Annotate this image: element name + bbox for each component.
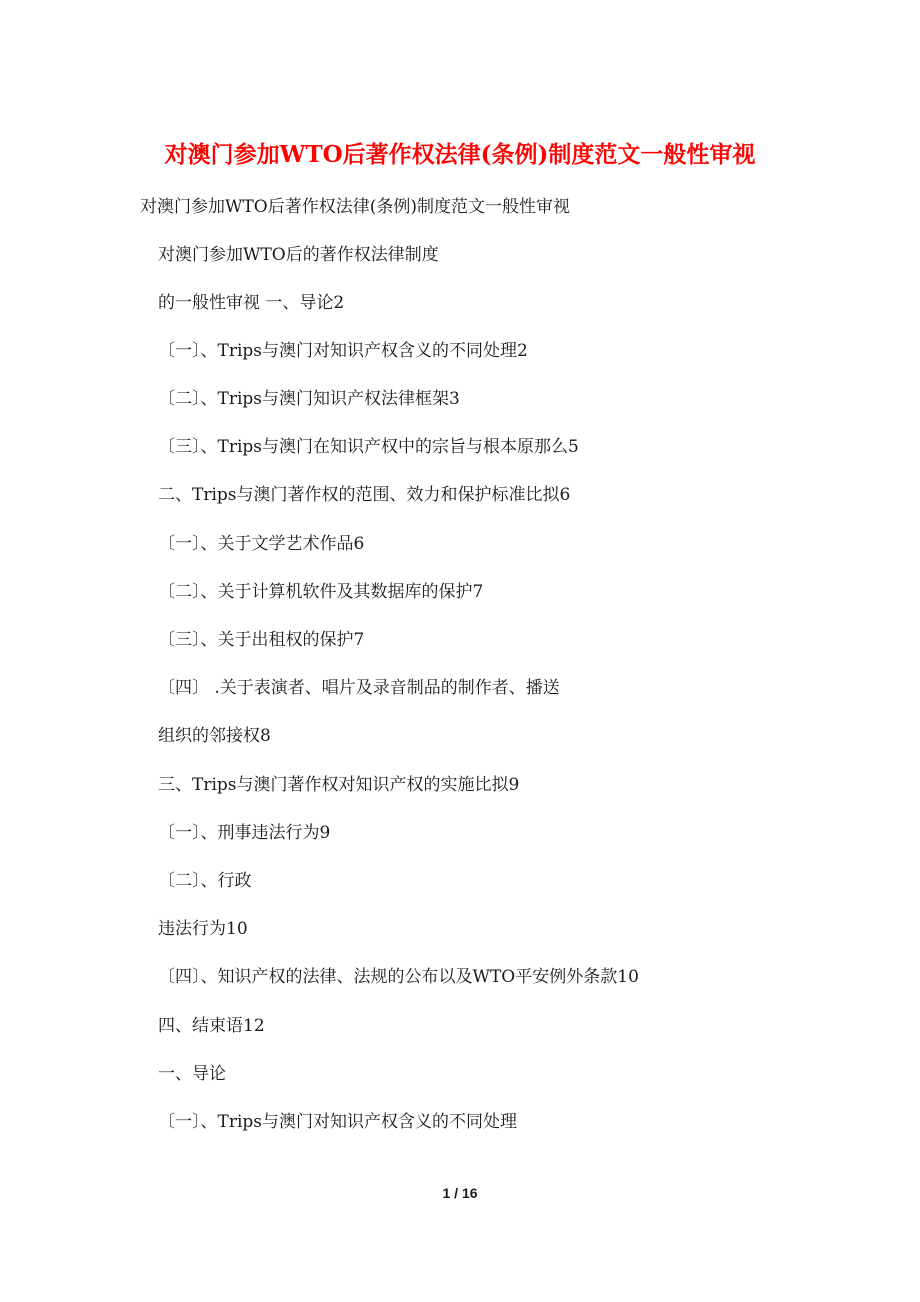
toc-section: 四、结束语12 [158, 1016, 265, 1036]
toc-item: 〔一〕、关于文学艺术作品6 [158, 534, 365, 554]
toc-item: 〔二〕、Trips与澳门知识产权法律框架3 [158, 389, 460, 409]
section-heading: 一、导论 [158, 1064, 226, 1084]
body-line: 的一般性审视 一、导论2 [158, 293, 345, 313]
toc-item: 〔一〕、Trips与澳门对知识产权含义的不同处理2 [158, 341, 528, 361]
toc-item: 〔三〕、关于出租权的保护7 [158, 630, 365, 650]
subsection-heading: 〔一〕、Trips与澳门对知识产权含义的不同处理 [158, 1112, 518, 1132]
toc-item: 〔四〕 .关于表演者、唱片及录音制品的制作者、播送 [158, 678, 560, 698]
toc-item: 〔三〕、Trips与澳门在知识产权中的宗旨与根本原那么5 [158, 437, 579, 457]
toc-item: 〔二〕、行政 [158, 871, 252, 891]
body-line: 对澳门参加WTO后的著作权法律制度 [158, 245, 439, 265]
document-title: 对澳门参加WTO后著作权法律(条例)制度范文一般性审视 [164, 141, 756, 168]
toc-item: 违法行为10 [158, 919, 248, 939]
toc-item: 组织的邻接权8 [158, 726, 271, 746]
body-line-subtitle: 对澳门参加WTO后著作权法律(条例)制度范文一般性审视 [140, 197, 571, 217]
toc-item: 〔一〕、刑事违法行为9 [158, 823, 331, 843]
toc-section: 三、Trips与澳门著作权对知识产权的实施比拟9 [158, 775, 520, 795]
toc-section: 二、Trips与澳门著作权的范围、效力和保护标准比拟6 [158, 485, 571, 505]
page-number: 1 / 16 [442, 1185, 478, 1201]
toc-item: 〔四〕、知识产权的法律、法规的公布以及WTO平安例外条款10 [158, 967, 639, 987]
toc-item: 〔二〕、关于计算机软件及其数据库的保护7 [158, 582, 484, 602]
